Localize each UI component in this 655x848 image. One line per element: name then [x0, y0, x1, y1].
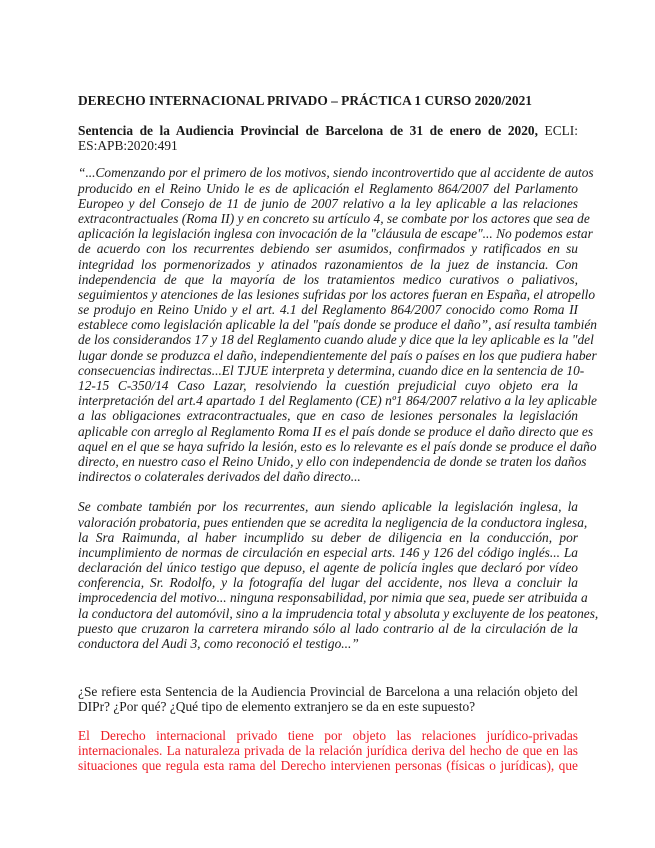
text-line: directo, en nuestro caso el Reino Unido, y ello con independencia de donde se traten los daños: [78, 453, 587, 469]
document-page: [78, 93, 599, 773]
text-line: de los considerandos 17 y 18 del Reglamento cuando alude y dice que la ley aplicable es la "del: [78, 332, 594, 348]
text-line: aquel en el que se haya sufrido la lesión, esto es lo relevante es el país donde se produce el daño: [78, 438, 597, 454]
citation-case: Sentencia de la Audiencia Provincial de Barcelona de 31 de enero de 2020,: [78, 123, 538, 138]
text-line: consecuencias indirectas...El TJUE interpreta y determina, cuando dice en la sentencia de 10-: [78, 362, 585, 378]
citation-ecli: ES:APB:2020:491: [78, 138, 178, 154]
text-line: producido en el Reino Unido le es de aplicación el Reglamento 864/2007 del Parlamento: [78, 180, 578, 196]
text-line: la conductora del automóvil, sino a la imprudencia total y absoluta y excluyente de los peatones,: [78, 605, 599, 621]
quote-paragraph-1: [78, 165, 597, 485]
question: [78, 684, 578, 714]
text-line: El Derecho internacional privado tiene por objeto las relaciones jurídico-privadas: [78, 727, 578, 743]
text-line: indirectos o colaterales derivados del daño directo...: [78, 469, 361, 485]
text-line: aplicable con arreglo al Reglamento Roma II es el país donde se produce el daño directo que es: [78, 423, 594, 439]
text-line: improcedencia del motivo... ninguna responsabilidad, por nimia que sea, puede ser atribuida a: [78, 590, 588, 606]
text-line: “...Comenzando por el primero de los motivos, siendo incontrovertido que al accidente de autos: [78, 165, 594, 181]
text-line: la Sra Raimunda, al haber incumplido su deber de diligencia en la conducción, por: [78, 529, 578, 545]
text-line: ¿Se refiere esta Sentencia de la Audiencia Provincial de Barcelona a una relación objeto del: [78, 684, 578, 700]
quote-paragraph-2: [78, 499, 599, 651]
text-line: 12-15 C-350/14 Caso Lazar, resolviendo la cuestión prejudicial cuyo objeto era la: [78, 378, 578, 393]
document-title: DERECHO INTERNACIONAL PRIVADO – PRÁCTICA 1 CURSO 2020/2021: [78, 93, 532, 108]
answer: [78, 728, 578, 774]
text-line: declaración del único testigo que depuso, el agente de policía ingles que declaró por vídeo: [78, 560, 578, 576]
text-line: establece como legislación aplicable la del "país donde se produce el daño”, así resulta también: [78, 317, 597, 333]
text-line: lugar donde se produzca el daño, independientemente del país o países en los que pudiera haber: [78, 347, 597, 363]
citation-line-1: [78, 123, 578, 138]
text-line: interpretación del art.4 apartado 1 del Reglamento (CE) nº1 864/2007 relativo a la ley aplicable: [78, 393, 597, 409]
citation-ecli-label: ECLI:: [537, 123, 578, 138]
text-line: incumplimiento de normas de circulación en especial arts. 146 y 126 del código inglés... La: [78, 544, 578, 560]
text-line: Europeo y del Consejo de 11 de junio de 2007 relativo a la ley aplicable a las relaciones: [78, 195, 578, 211]
text-line: integridad los pormenorizados y atinados razonamientos de la juez de instancia. Con: [78, 256, 578, 272]
text-line: independencia de que la mayoría de los tratamientos medico curativos o paliativos,: [78, 271, 578, 287]
citation: [78, 123, 578, 153]
text-line: aplicación la legislación inglesa con invocación de la "cláusula de escape"... No podemos estar: [78, 226, 593, 242]
text-line: conductora del Audi 3, como reconoció el testigo...”: [78, 636, 359, 651]
text-line: conferencia, Sr. Rodolfo, y la fotografía del lugar del accidente, nos lleva a concluir la: [78, 575, 578, 591]
text-line: DIPr? ¿Por qué? ¿Qué tipo de elemento extranjero se da en este supuesto?: [78, 699, 476, 715]
text-line: a las obligaciones extracontractuales, que en caso de lesiones personales la legislación: [78, 408, 578, 424]
text-line: se produjo en Reino Unido y el art. 4.1 del Reglamento 864/2007 conocido como Roma II: [78, 302, 578, 318]
text-line: valoración probatoria, pues entienden que se acredita la negligencia de la conductora inglesa,: [78, 514, 588, 530]
text-line: internacionales. La naturaleza privada de la relación jurídica deriva del hecho de que en las: [78, 742, 578, 758]
text-line: seguimientos y atenciones de las lesiones sufridas por los actores fueran en España, el atropello: [78, 286, 596, 302]
text-line: de acuerdo con los recurrentes debiendo ser asumidos, confirmados y ratificados en su: [78, 241, 578, 257]
text-line: puesto que cruzaron la carretera mirando sólo al lado contrario al de la circulación de la: [78, 620, 578, 636]
text-line: Se combate también por los recurrentes, aun siendo aplicable la legislación inglesa, la: [78, 499, 578, 515]
text-line: situaciones que regula esta rama del Derecho intervienen personas (físicas o jurídicas), que: [78, 757, 578, 773]
text-line: extracontractuales (Roma II) y en concreto su artículo 4, se combate por los actores que sea de: [78, 210, 590, 226]
